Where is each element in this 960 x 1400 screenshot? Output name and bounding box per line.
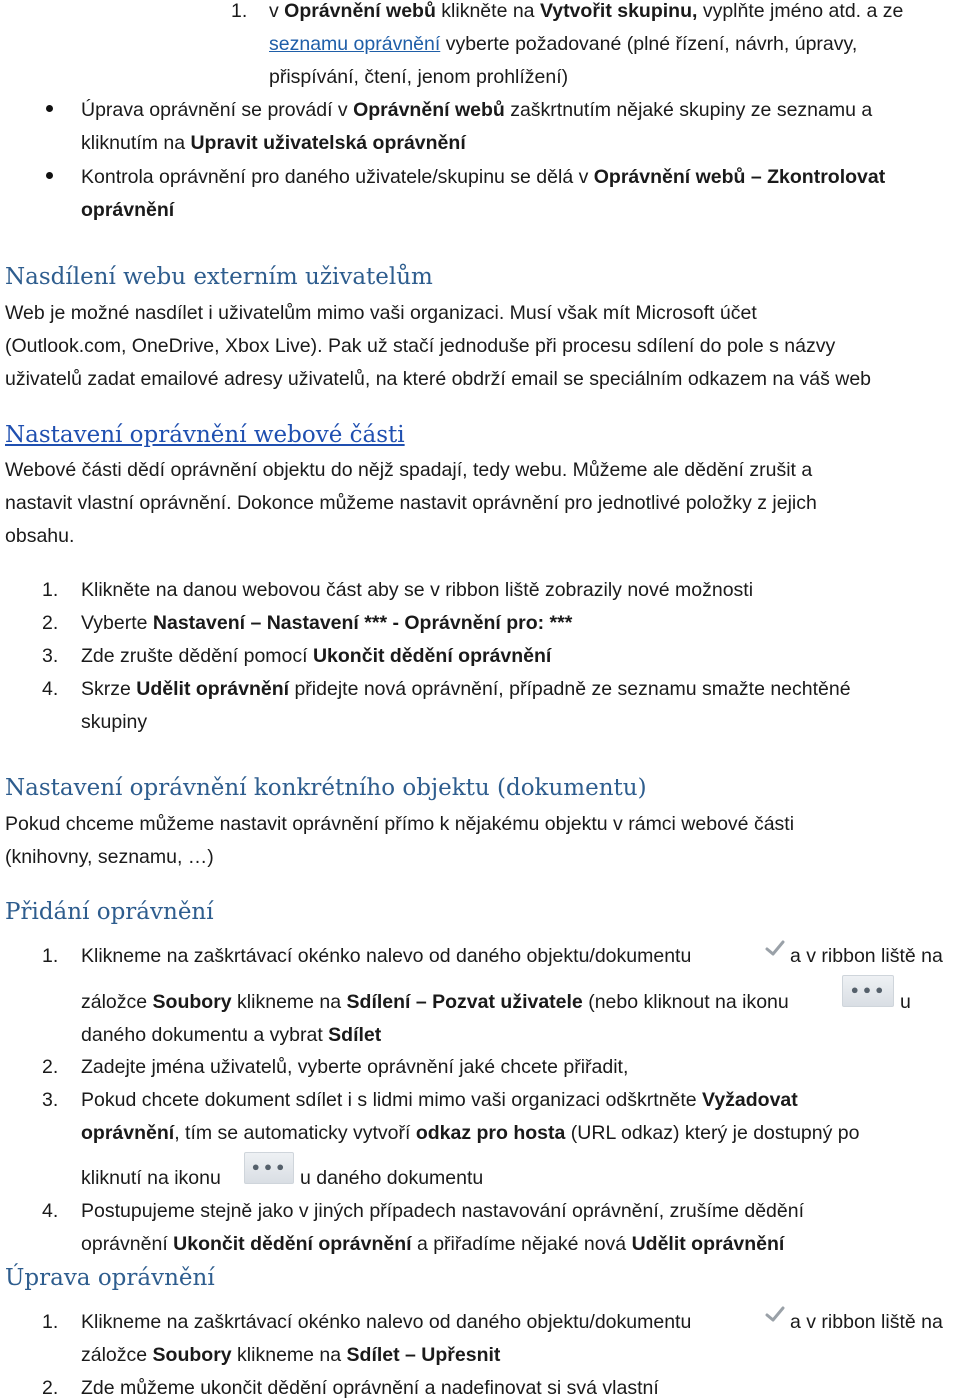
list-item-text: přispívání, čtení, jenom prohlížení): [269, 66, 569, 88]
list-item-text: Zde můžeme ukončit dědění oprávnění a nadefinovat si svá vlastní: [81, 1377, 659, 1399]
bullet-text: Úprava oprávnění se provádí v Oprávnění webů zaškrtnutím nějaké skupiny ze seznamu a: [81, 99, 873, 121]
list-item-text: Klikněte na danou webovou část aby se v ribbon liště zobrazily nové možnosti: [81, 579, 754, 601]
list-item-text: Pokud chcete dokument sdílet i s lidmi mimo vaši organizaci odškrtněte Vyžadovat: [81, 1089, 798, 1111]
ellipsis-icon[interactable]: •••: [842, 975, 894, 1007]
list-item-text: Klikneme na zaškrtávací okénko nalevo od daného objektu/dokumentu: [81, 1311, 692, 1333]
list-number: 2.: [42, 612, 59, 634]
list-item-text: oprávnění Ukončit dědění oprávnění a přiřadíme nějaké nová Udělit oprávnění: [81, 1233, 785, 1255]
bullet-text: oprávnění: [81, 199, 175, 221]
list-item-text: skupiny: [81, 711, 148, 733]
list-item-text: u: [900, 991, 911, 1013]
list-number: 3.: [42, 1089, 59, 1111]
section-heading: Úprava oprávnění: [5, 1265, 215, 1291]
list-item-text: Zadejte jména uživatelů, vyberte oprávnění jaké chcete přiřadit,: [81, 1056, 629, 1078]
list-number: 2.: [42, 1377, 59, 1399]
list-item-text: Vyberte Nastavení – Nastavení *** - Oprávnění pro: ***: [81, 612, 573, 634]
paragraph-line: (Outlook.com, OneDrive, Xbox Live). Pak už stačí jednoduše při procesu sdílení do pole s názvy: [5, 335, 836, 357]
checkmark-icon: [764, 939, 786, 957]
paragraph-line: Web je možné nasdílet i uživatelům mimo vaši organizaci. Musí však mít Microsoft účet: [5, 302, 757, 324]
paragraph-line: Webové části dědí oprávnění objektu do nějž spadají, tedy webu. Můžeme ale dědění zrušit a: [5, 459, 813, 481]
bullet-text: Kontrola oprávnění pro daného uživatele/skupinu se dělá v Oprávnění webů – Zkontrolovat: [81, 166, 886, 188]
list-item-text: seznamu oprávnění vyberte požadované (plné řízení, návrh, úpravy,: [269, 33, 858, 55]
bullet-icon: [46, 172, 53, 179]
checkmark-icon: [764, 1305, 786, 1323]
list-number: 4.: [42, 1200, 59, 1222]
permissions-list-link[interactable]: seznamu oprávnění: [269, 33, 441, 55]
paragraph-line: nastavit vlastní oprávnění. Dokonce můžeme nastavit oprávnění pro jednotlivé položky z jejich: [5, 492, 817, 514]
list-number: 1.: [42, 945, 59, 967]
list-item-text: a v ribbon liště na: [790, 945, 943, 967]
ellipsis-icon[interactable]: •••: [244, 1152, 294, 1184]
section-heading: Nastavení oprávnění konkrétního objektu (dokumentu): [5, 775, 647, 801]
section-heading: Přidání oprávnění: [5, 899, 214, 925]
bullet-icon: [46, 105, 53, 112]
list-number: 1.: [42, 1311, 59, 1333]
list-number: 2.: [42, 1056, 59, 1078]
paragraph-line: Pokud chceme můžeme nastavit oprávnění přímo k nějakému objektu v rámci webové části: [5, 813, 795, 835]
section-heading: Nasdílení webu externím uživatelům: [5, 264, 433, 290]
list-item-text: záložce Soubory klikneme na Sdílení – Pozvat uživatele (nebo kliknout na ikonu: [81, 991, 789, 1013]
list-number: 1.: [231, 0, 248, 22]
list-item-text: Zde zrušte dědění pomocí Ukončit dědění oprávnění: [81, 645, 552, 667]
list-number: 1.: [42, 579, 59, 601]
list-item-text: kliknutí na ikonu: [81, 1167, 221, 1189]
list-item-text: daného dokumentu a vybrat Sdílet: [81, 1024, 382, 1046]
list-item-text: Klikneme na zaškrtávací okénko nalevo od daného objektu/dokumentu: [81, 945, 692, 967]
list-number: 3.: [42, 645, 59, 667]
list-item-text: v Oprávnění webů klikněte na Vytvořit skupinu, vyplňte jméno atd. a ze: [269, 0, 904, 22]
list-number: 4.: [42, 678, 59, 700]
bullet-text: kliknutím na Upravit uživatelská oprávnění: [81, 132, 466, 154]
section-heading-link[interactable]: Nastavení oprávnění webové části: [5, 422, 405, 448]
list-item-text: Skrze Udělit oprávnění přidejte nová oprávnění, případně ze seznamu smažte nechtěné: [81, 678, 851, 700]
paragraph-line: uživatelů zadat emailové adresy uživatelů, na které obdrží email se speciálním odkazem na váš web: [5, 368, 872, 390]
paragraph-line: obsahu.: [5, 525, 75, 547]
list-item-text: oprávnění, tím se automaticky vytvoří odkaz pro hosta (URL odkaz) který je dostupný po: [81, 1122, 860, 1144]
list-item-text: u daného dokumentu: [300, 1167, 484, 1189]
paragraph-line: (knihovny, seznamu, …): [5, 846, 214, 868]
list-item-text: a v ribbon liště na: [790, 1311, 943, 1333]
list-item-text: Postupujeme stejně jako v jiných případech nastavování oprávnění, zrušíme dědění: [81, 1200, 805, 1222]
list-item-text: záložce Soubory klikneme na Sdílet – Upřesnit: [81, 1344, 501, 1366]
